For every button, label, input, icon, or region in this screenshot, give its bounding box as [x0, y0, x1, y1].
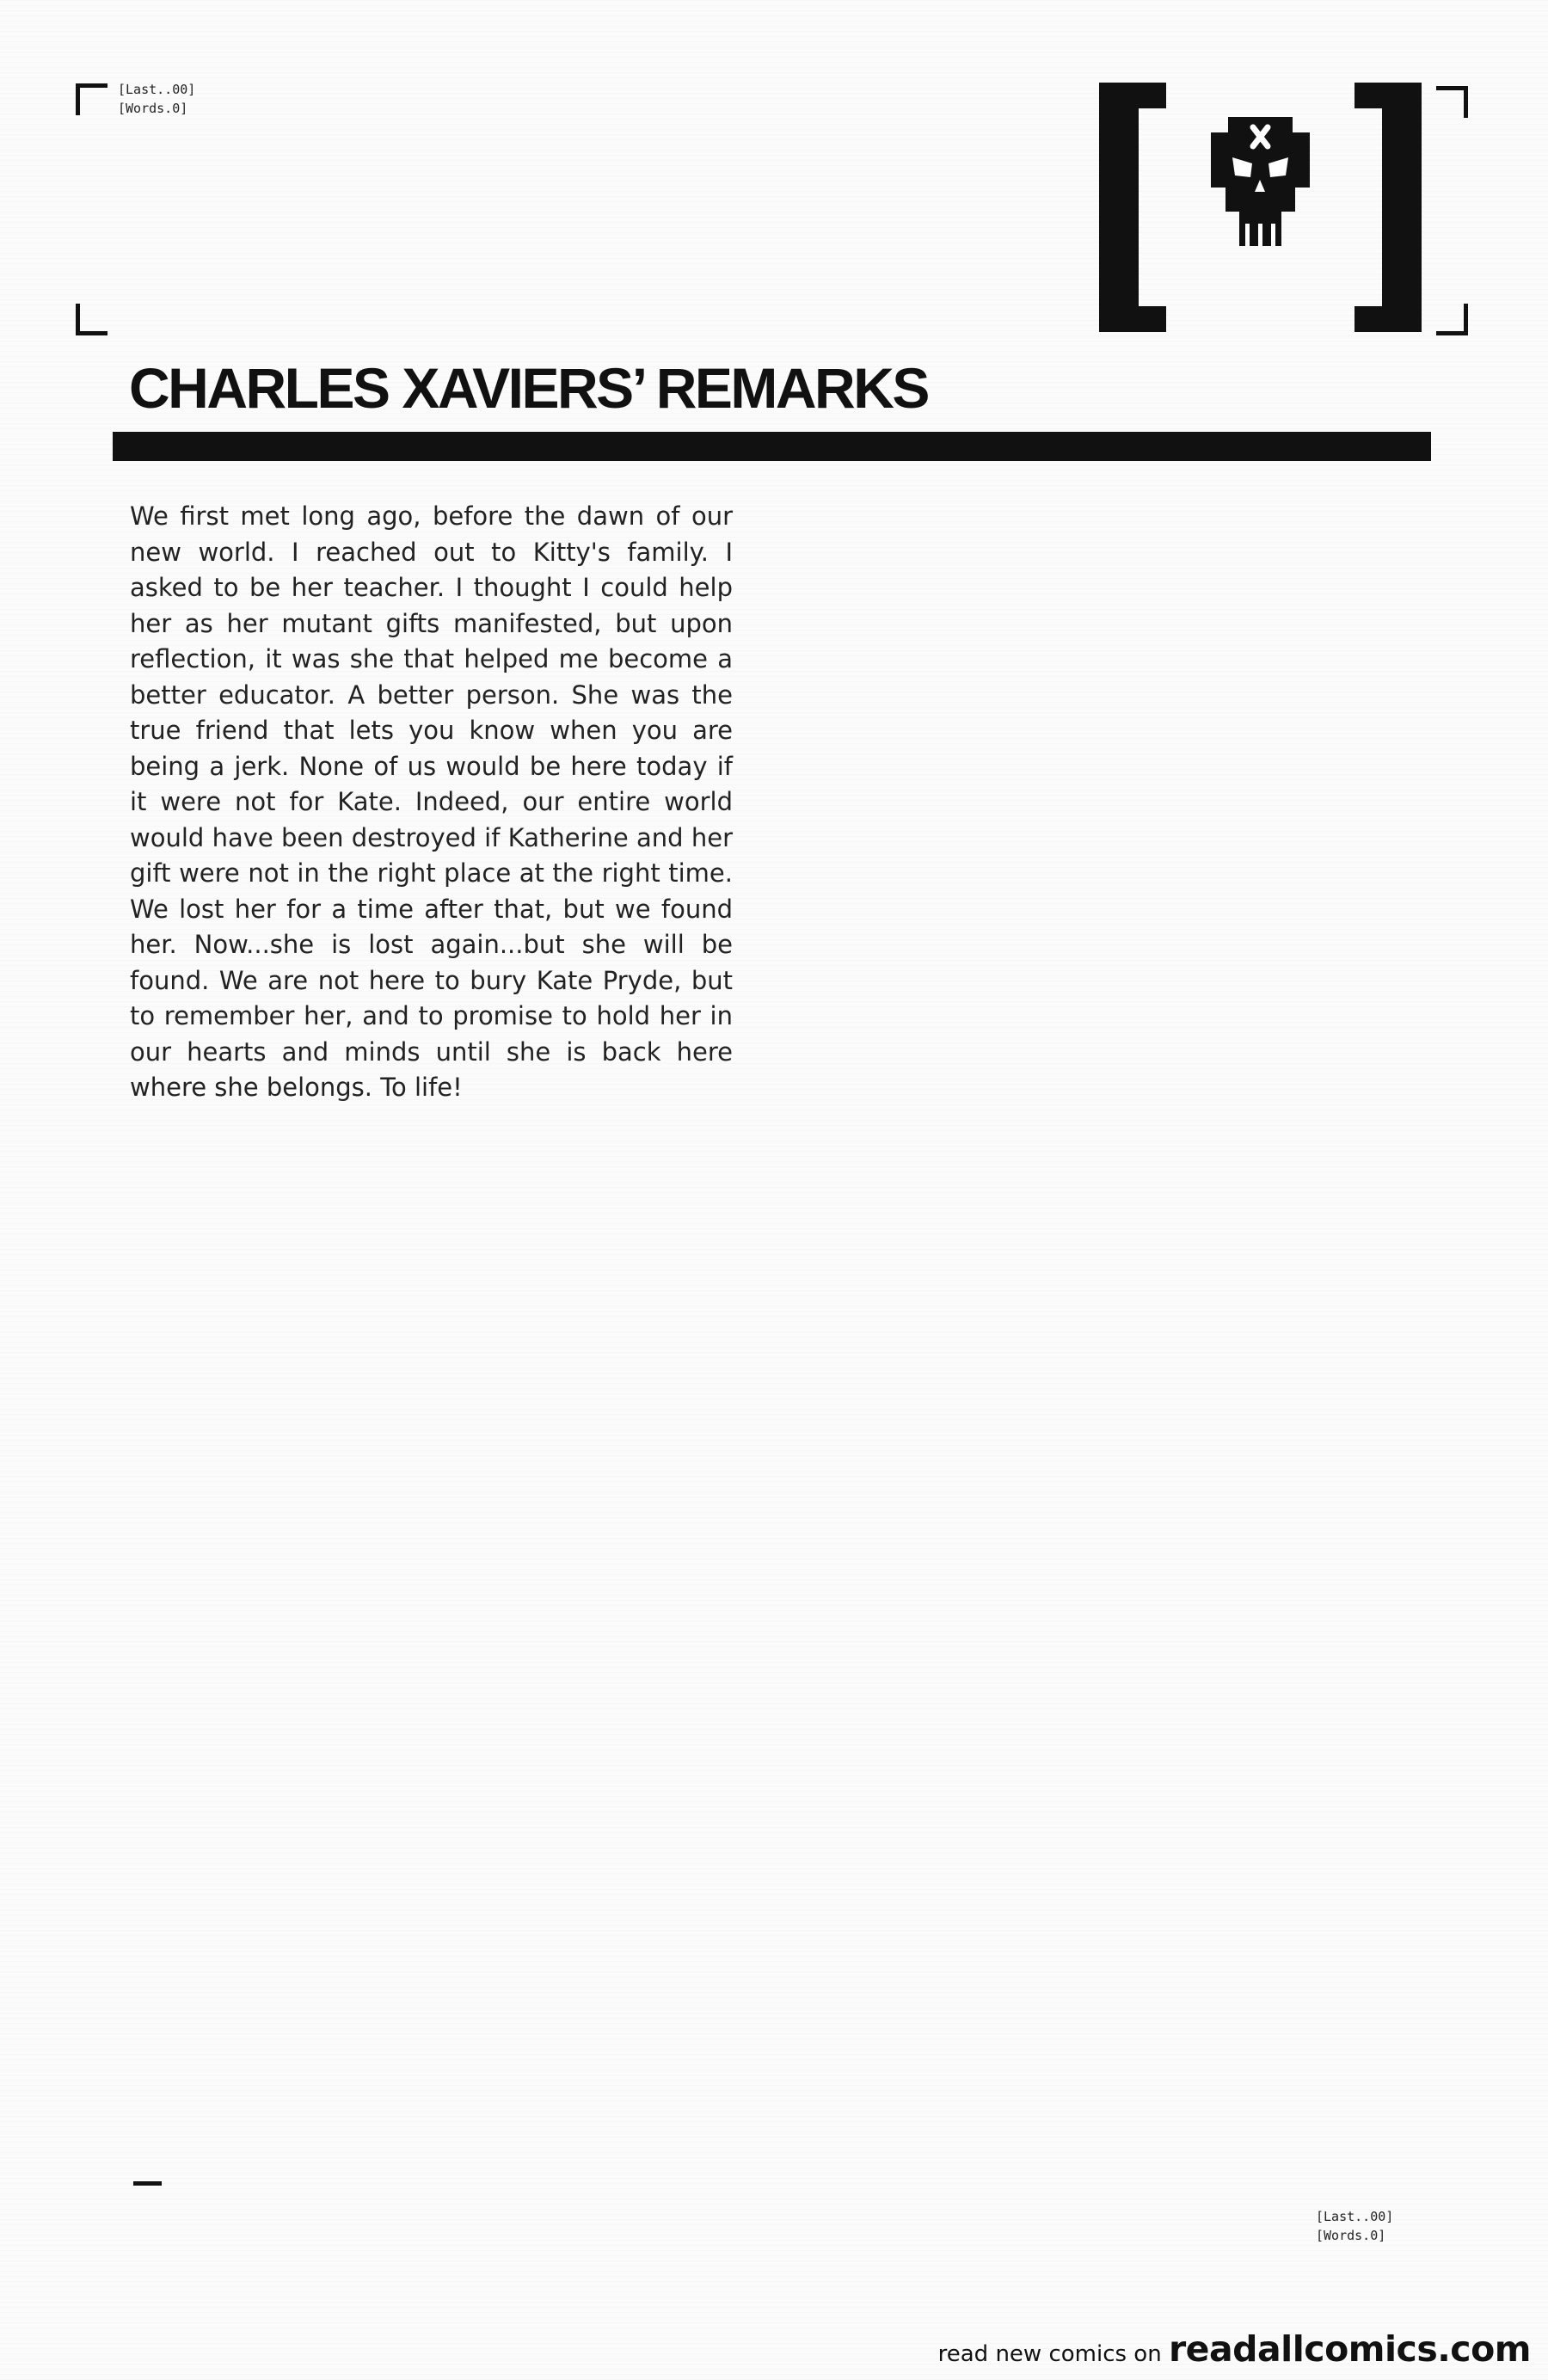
footer-site-link[interactable]: readallcomics.com: [1168, 2328, 1531, 2370]
remarks-body: We first met long ago, before the dawn of our new world. I reached out to Kitty's family. I asked to be her teacher. I thought I could help her as her mutant gifts manifested, but upon reflection, it was she that helped me become a better educator. A better person. She was the true friend that lets you know when you are being a jerk. None of us would be here today if it were not for Kate. Indeed, our entire world would have been destroyed if Katherine and her gift were not in the right place at the right time. We lost her for a time after that, but we found her. Now...she is lost again...but she will be found. We are not here to bury Kate Pryde, but to remember her, and to promise to hold her in our hearts and minds until she is back here where she belongs. To life!: [130, 501, 733, 1102]
skull-x-logo: [1099, 83, 1422, 332]
header-tag-line2: [Words.0]: [118, 101, 188, 116]
corner-bracket-bottom-left: [76, 304, 108, 335]
corner-bracket-top-right: [1436, 86, 1468, 118]
corner-bracket-top-left: [76, 83, 108, 115]
header-tag: [118, 80, 195, 118]
title-rule: [113, 432, 1431, 461]
header-tag-line1: [Last..00]: [118, 82, 196, 97]
corner-bracket-bottom-right: [1436, 304, 1468, 335]
page-dash: [133, 2181, 162, 2186]
footer-watermark: [938, 2328, 1531, 2370]
footer-tag: [1316, 2207, 1393, 2245]
page-title: CHARLES XAVIERS’ REMARKS: [129, 356, 928, 420]
footer-prefix: read new comics on: [937, 2341, 1169, 2367]
footer-tag-line2: [Words.0]: [1316, 2228, 1386, 2243]
footer-tag-line1: [Last..00]: [1316, 2209, 1394, 2224]
